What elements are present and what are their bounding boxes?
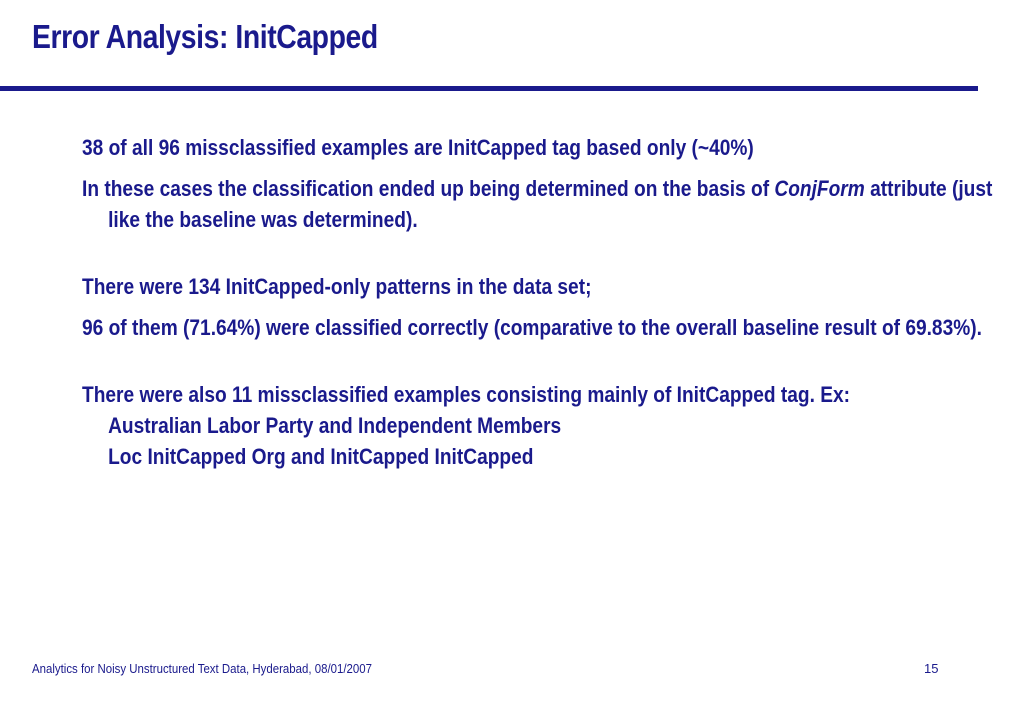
conjform-term: ConjForm: [774, 176, 865, 201]
paragraph-accuracy: [82, 312, 1004, 343]
paragraph-text: There were also 11 missclassified examples consisting mainly of InitCapped tag. Ex:: [82, 382, 851, 407]
paragraph-examples: [82, 379, 1004, 472]
paragraph-pattern-count: [82, 271, 1004, 302]
paragraph-text: There were 134 InitCapped-only patterns in the data set;: [82, 274, 592, 299]
paragraph-conjform-basis: [82, 173, 1004, 235]
paragraph-text: In these cases the classification ended up being determined on the basis of: [82, 176, 775, 201]
title-divider: [0, 86, 978, 91]
slide-title: Error Analysis: InitCapped: [32, 18, 378, 55]
page-number: 15: [924, 661, 939, 676]
paragraph-text: attribute (just like the baseline was determined).: [108, 176, 993, 232]
paragraph-text: 96 of them (71.64%) were classified correctly (comparative to the overall baseline result of 69.83%).: [82, 315, 982, 340]
paragraph-text: 38 of all 96 missclassified examples are InitCapped tag based only (~40%): [82, 135, 754, 160]
footer-text: Analytics for Noisy Unstructured Text Data, Hyderabad, 08/01/2007: [32, 661, 372, 676]
slide-body: [82, 132, 993, 472]
example-line-1: Australian Labor Party and Independent Members: [108, 413, 562, 438]
example-line-2: Loc InitCapped Org and InitCapped InitCapped: [108, 444, 534, 469]
paragraph-misclassified-count: [82, 132, 1004, 163]
